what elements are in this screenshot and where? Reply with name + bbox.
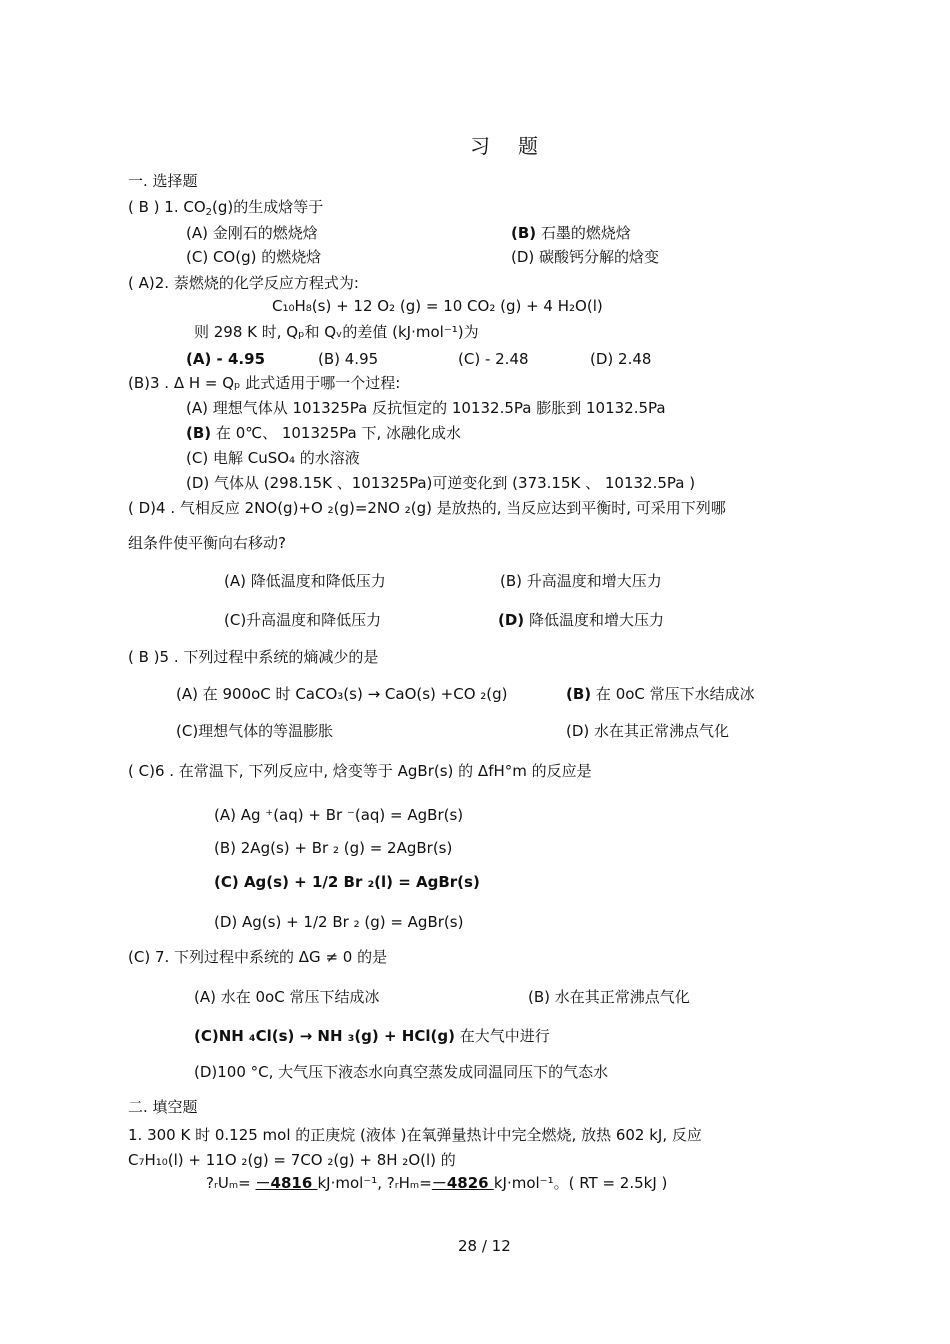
question-6-stem: ( C)6 . 在常温下, 下列反应中, 焓变等于 AgBr(s) 的 ΔfH°m 的反应是 bbox=[128, 762, 592, 780]
q7-option-a: (A) 水在 0oC 常压下结成冰 bbox=[194, 988, 380, 1006]
fill-1-answer-line: ?ᵣUₘ= －4816 kJ·mol⁻¹, ?ᵣHₘ=－4826 kJ·mol⁻¹。( RT = 2.5kJ ) bbox=[206, 1174, 668, 1192]
q6-option-c: (C) Ag(s) + 1/2 Br ₂(l) = AgBr(s) bbox=[214, 873, 480, 891]
q6-option-b: (B) 2Ag(s) + Br ₂ (g) = 2AgBr(s) bbox=[214, 839, 453, 857]
section-heading-choice: 一. 选择题 bbox=[128, 172, 198, 190]
q2-option-a: (A) - 4.95 bbox=[186, 350, 266, 368]
question-4-stem-line2: 组条件使平衡向右移动? bbox=[128, 534, 286, 552]
q1-option-a: (A) 金刚石的燃烧焓 bbox=[186, 224, 318, 242]
delta-h-answer: －4826 bbox=[431, 1174, 494, 1192]
q2-option-c: (C) - 2.48 bbox=[458, 350, 529, 368]
q7-option-b: (B) 水在其正常沸点气化 bbox=[528, 988, 690, 1006]
q2-equation: C₁₀H₈(s) + 12 O₂ (g) = 10 CO₂ (g) + 4 H₂O(l) bbox=[272, 297, 603, 315]
q2-option-b: (B) 4.95 bbox=[318, 350, 379, 368]
page-number: 28 / 12 bbox=[458, 1237, 511, 1255]
q5-option-a: (A) 在 900oC 时 CaCO₃(s) → CaO(s) +CO ₂(g) bbox=[176, 685, 508, 703]
q6-option-d: (D) Ag(s) + 1/2 Br ₂ (g) = AgBr(s) bbox=[214, 913, 464, 931]
q3-option-b: (B) 在 0℃、 101325Pa 下, 冰融化成水 bbox=[186, 424, 461, 442]
q5-option-c: (C)理想气体的等温膨胀 bbox=[176, 722, 334, 740]
q7-option-d: (D)100 °C, 大气压下液态水向真空蒸发成同温同压下的气态水 bbox=[194, 1063, 609, 1081]
section-heading-fill: 二. 填空题 bbox=[128, 1098, 198, 1116]
q3-option-c: (C) 电解 CuSO₄ 的水溶液 bbox=[186, 449, 360, 467]
q3-option-a: (A) 理想气体从 101325Pa 反抗恒定的 10132.5Pa 膨胀到 10132.5Pa bbox=[186, 399, 666, 417]
question-5-stem: ( B )5 . 下列过程中系统的熵减少的是 bbox=[128, 648, 379, 666]
q4-option-d: (D) 降低温度和增大压力 bbox=[498, 611, 664, 629]
q1-option-b: (B) 石墨的燃烧焓 bbox=[511, 224, 631, 242]
q3-option-d: (D) 气体从 (298.15K 、101325Pa)可逆变化到 (373.15K 、 10132.5Pa ) bbox=[186, 474, 696, 492]
q1-option-d: (D) 碳酸钙分解的焓变 bbox=[511, 248, 660, 266]
q7-option-c: (C)NH ₄Cl(s) → NH ₃(g) + HCl(g) 在大气中进行 bbox=[194, 1027, 550, 1045]
delta-u-answer: －4816 bbox=[255, 1174, 318, 1192]
q6-option-a: (A) Ag ⁺(aq) + Br ⁻(aq) = AgBr(s) bbox=[214, 806, 464, 824]
q5-option-d: (D) 水在其正常沸点气化 bbox=[566, 722, 730, 740]
q1-option-c: (C) CO(g) 的燃烧焓 bbox=[186, 248, 322, 266]
question-2-stem: ( A)2. 萘燃烧的化学反应方程式为: bbox=[128, 274, 359, 292]
q2-condition: 则 298 K 时, Qₚ和 Qᵥ的差值 (kJ·mol⁻¹)为 bbox=[194, 323, 479, 341]
q4-option-c: (C)升高温度和降低压力 bbox=[224, 611, 382, 629]
fill-1-line2: C₇H₁₀(l) + 11O ₂(g) = 7CO ₂(g) + 8H ₂O(l) 的 bbox=[128, 1151, 456, 1169]
question-4-stem-line1: ( D)4 . 气相反应 2NO(g)+O ₂(g)=2NO ₂(g) 是放热的, 当反应达到平衡时, 可采用下列哪 bbox=[128, 499, 726, 517]
q5-option-b: (B) 在 0oC 常压下水结成冰 bbox=[566, 685, 755, 703]
question-1-stem: ( B ) 1. $CO_2(g)$的生成焓等于 bbox=[128, 198, 324, 218]
q4-option-a: (A) 降低温度和降低压力 bbox=[224, 572, 386, 590]
fill-1-line1: 1. 300 K 时 0.125 mol 的正庚烷 (液体 )在氧弹量热计中完全燃烧, 放热 602 kJ, 反应 bbox=[128, 1126, 702, 1144]
question-7-stem: (C) 7. 下列过程中系统的 ΔG ≠ 0 的是 bbox=[128, 948, 388, 966]
q2-option-d: (D) 2.48 bbox=[590, 350, 652, 368]
page-title: 习题 bbox=[470, 134, 566, 158]
question-3-stem: (B)3 . Δ H = Qₚ 此式适用于哪一个过程: bbox=[128, 374, 401, 392]
q4-option-b: (B) 升高温度和增大压力 bbox=[500, 572, 662, 590]
